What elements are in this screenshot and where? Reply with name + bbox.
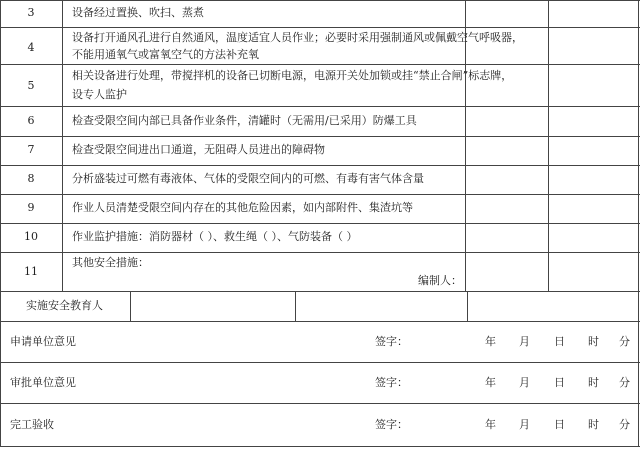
- signoff-day: 日: [554, 335, 565, 348]
- signoff-year: 年: [485, 335, 496, 348]
- row-text: 设备打开通风孔进行自然通风，温度适宜人员作业；必要时采用强制通风或佩戴空气呼吸器，: [72, 31, 523, 44]
- signoff-sign: 签字：: [375, 335, 408, 348]
- row-text: 作业人员清楚受限空间内存在的其他危险因素，如内部附件、集渣坑等: [72, 201, 413, 214]
- signoff-month: 月: [519, 335, 530, 348]
- row-divider: [0, 291, 640, 292]
- signoff-day: 日: [554, 376, 565, 389]
- row-divider: [0, 0, 640, 1]
- row-divider: [0, 136, 640, 137]
- row-divider: [0, 362, 640, 363]
- signoff-minute: 分: [619, 418, 630, 431]
- row-divider: [0, 27, 640, 28]
- signoff-label: 完工验收: [10, 418, 54, 431]
- row-text: 检查受限空间内部已具备作业条件，清罐时（无需用/已采用）防爆工具: [72, 114, 417, 127]
- signoff-sign: 签字：: [375, 418, 408, 431]
- signoff-year: 年: [485, 376, 496, 389]
- signoff-sign: 签字：: [375, 376, 408, 389]
- signoff-minute: 分: [619, 335, 630, 348]
- signoff-minute: 分: [619, 376, 630, 389]
- col-divider-educator-2: [295, 291, 296, 321]
- row-divider: [0, 321, 640, 322]
- row-number: 5: [27, 79, 35, 92]
- signoff-hour: 时: [588, 376, 599, 389]
- row-text: 不能用通氧气或富氧空气的方法补充氧: [72, 48, 259, 61]
- row-number: 3: [27, 6, 35, 19]
- signoff-year: 年: [485, 418, 496, 431]
- row-text: 设备经过置换、吹扫、蒸煮: [72, 6, 204, 19]
- row-divider: [0, 223, 640, 224]
- col-divider-check-2: [548, 0, 549, 291]
- educator-label: 实施安全教育人: [26, 299, 103, 312]
- row-number: 7: [27, 143, 35, 156]
- row-number: 4: [27, 41, 35, 54]
- signoff-day: 日: [554, 418, 565, 431]
- row-text: 检查受限空间进出口通道，无阻碍人员进出的障碍物: [72, 143, 325, 156]
- row-divider: [0, 106, 640, 107]
- signoff-hour: 时: [588, 335, 599, 348]
- signoff-hour: 时: [588, 418, 599, 431]
- row-text: 设专人监护: [72, 88, 127, 101]
- table-border-right: [638, 0, 639, 447]
- table-border-left: [0, 0, 1, 447]
- row-divider: [0, 252, 640, 253]
- signoff-label: 审批单位意见: [10, 376, 76, 389]
- row-divider: [0, 446, 640, 447]
- signoff-month: 月: [519, 376, 530, 389]
- row-divider: [0, 403, 640, 404]
- row-text: 相关设备进行处理，带搅拌机的设备已切断电源，电源开关处加锁或挂“禁止合闸”标志牌，: [72, 69, 513, 82]
- row-number: 9: [27, 201, 35, 214]
- compiler-label: 编制人：: [418, 274, 462, 287]
- col-divider-educator-1: [130, 291, 131, 321]
- row-divider: [0, 194, 640, 195]
- row-number: 10: [24, 230, 38, 243]
- row-number: 11: [24, 265, 38, 278]
- row-text: 其他安全措施：: [72, 256, 149, 269]
- col-divider-number: [62, 0, 63, 291]
- signoff-month: 月: [519, 418, 530, 431]
- row-text: 作业监护措施：消防器材（ ）、救生绳（ ）、气防装备（ ）: [72, 230, 358, 243]
- signoff-label: 申请单位意见: [10, 335, 76, 348]
- row-text: 分析盛装过可燃有毒液体、气体的受限空间内的可燃、有毒有害气体含量: [72, 172, 424, 185]
- row-number: 8: [27, 172, 35, 185]
- row-number: 6: [27, 114, 35, 127]
- col-divider-educator-3: [467, 291, 468, 321]
- row-divider: [0, 64, 640, 65]
- row-divider: [0, 165, 640, 166]
